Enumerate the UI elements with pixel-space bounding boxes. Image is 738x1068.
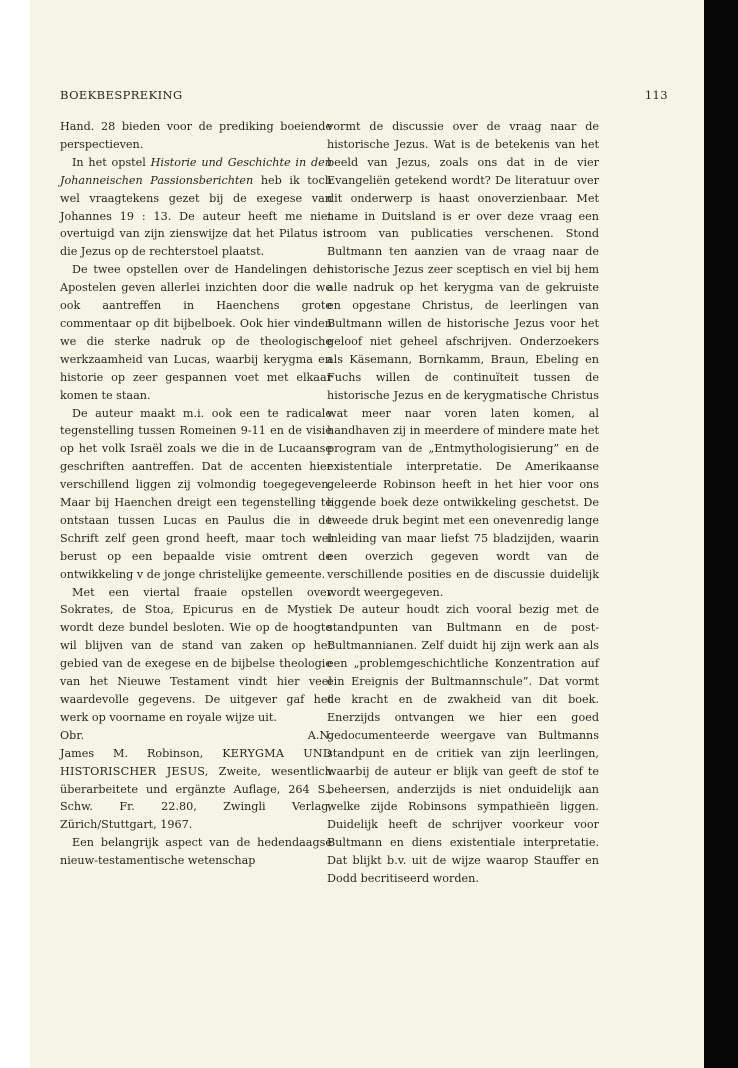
essay-title: Historie und Geschichte in den Johanneischen Passionsberichten xyxy=(60,155,332,187)
paragraph-text: In het opstel xyxy=(72,155,151,169)
paragraph: De auteur maakt m.i. ook een te radicale tegenstelling tussen Romeinen 9-11 en de visie op het volk Israël zoals we die in de Lucaanse geschriften aantreffen. Dat de accenten hier verschillend liggen zij volmondig toegegeven. Maar bij Haenchen dreigt een tegenstelling te ontstaan tussen Lucas en Paulus die in de Schrift zelf geen grond heeft, maar toch wel berust op een bepaalde visie omtrent de ontwikkeling v de jonge christelijke gemeente. xyxy=(60,406,332,581)
section-title: BOEKBESPREKING xyxy=(60,88,183,102)
page-number: 113 xyxy=(644,88,668,102)
paragraph xyxy=(60,154,332,261)
paragraph: Hand. 28 bieden voor de prediking boeiende perspectieven. xyxy=(60,120,332,151)
paragraph-text: heb ik toch wel vraagtekens gezet bij de exegese van Johannes 19 : 13. De auteur heeft me niet overtuigd van zijn zienswijze dat het Pilatus is die Jezus op de rechterstoel plaatst. xyxy=(60,173,332,259)
bibliographic-entry xyxy=(60,745,332,835)
signoff-place: Obr. xyxy=(60,728,85,742)
left-column xyxy=(60,118,332,870)
paragraph: De twee opstellen over de Handelingen der Apostelen geven allerlei inzichten door die we ook aantreffen in Haenchens grote commentaar op dit bijbelboek. Ook hier vinden we die sterke nadruk op de theologische werkzaamheid van Lucas, waarbij kerygma en historie op zeer gespannen voet met elkaar komen te staan. xyxy=(60,263,332,402)
reviewer-initials: A.N. xyxy=(307,728,332,742)
book-title: KERYGMA UND HISTORISCHER JESUS, xyxy=(60,746,332,778)
paragraph: Met een viertal fraaie opstellen over Sokrates, de Stoa, Epicurus en de Mystiek wordt deze bundel besloten. Wie op de hoogte wil blijven van de stand van zaken op het gebied van de exegese en de bijbelse theologie van het Nieuwe Testament vindt hier veel waardevolle gegevens. De uitgever gaf het werk op voorname en royale wijze uit. xyxy=(60,585,332,724)
review-signoff xyxy=(60,727,332,745)
right-column xyxy=(327,118,599,888)
paragraph: vormt de discussie over de vraag naar de historische Jezus. Wat is de betekenis van het beeld van Jezus, zoals ons dat in de vier Evangeliën getekend wordt? De literatuur over dit onderwerp is haast onoverzienbaar. Met name in Duitsland is er over deze vraag een stroom van publicaties verschenen. Stond Bultmann ten aanzien van de vraag naar de historische Jezus zeer sceptisch en viel bij hem alle nadruk op het kerygma van de gekruiste en opgestane Christus, de leerlingen van Bultmann willen de historische Jezus voor het geloof niet geheel afschrijven. Onderzoekers als Käsemann, Bornkamm, Braun, Ebeling en Fuchs willen de continuïteit tussen de historische Jezus en de kerygmatische Christus wat meer naar voren laten komen, al handhaven zij in meerdere of mindere mate het program van de „Entmythologisierung” en de existentiale interpretatie. De Amerikaanse geleerde Robinson heeft in het hier voor ons liggende boek deze ontwikkeling geschetst. De tweede druk begint met een onevenredig lange inleiding van maar liefst 75 bladzijden, waarin een overzich gegeven wordt van de verschillende posities en de discussie duidelijk wordt weergegeven. xyxy=(327,120,599,599)
book-details: Zweite, wesentlich überarbeitete und ergänzte Auflage, 264 S., Schw. Fr. 22.80, Zwingli Verlag, Zürich/Stuttgart, 1967. xyxy=(60,764,332,832)
scan-border xyxy=(704,0,738,1068)
paragraph: De auteur houdt zich vooral bezig met de standpunten van Bultmann en de post-Bultmannianen. Zelf duidt hij zijn werk aan als een „problemgeschichtliche Konzentration auf ein Ereignis der Bultmannschule”. Dat vormt de kracht en de zwakheid van dit boek. Enerzijds ontvangen we hier een goed gedocumenteerde weergave van Bultmanns standpunt en de critiek van zijn leerlingen, waarbij de auteur er blijk van geeft de stof te beheersen, anderzijds is niet onduidelijk aan welke zijde Robinsons sympathieën liggen. Duidelijk heeft de schrijver voorkeur voor Bultmann en diens existentiale interpretatie. Dat blijkt b.v. uit de wijze waarop Stauffer en Dodd becritiseerd worden. xyxy=(327,603,599,886)
running-header xyxy=(60,88,668,102)
book-author: James M. Robinson, xyxy=(60,746,223,760)
paragraph: Een belangrijk aspect van de hedendaagse nieuw-testamentische wetenschap xyxy=(60,836,332,868)
